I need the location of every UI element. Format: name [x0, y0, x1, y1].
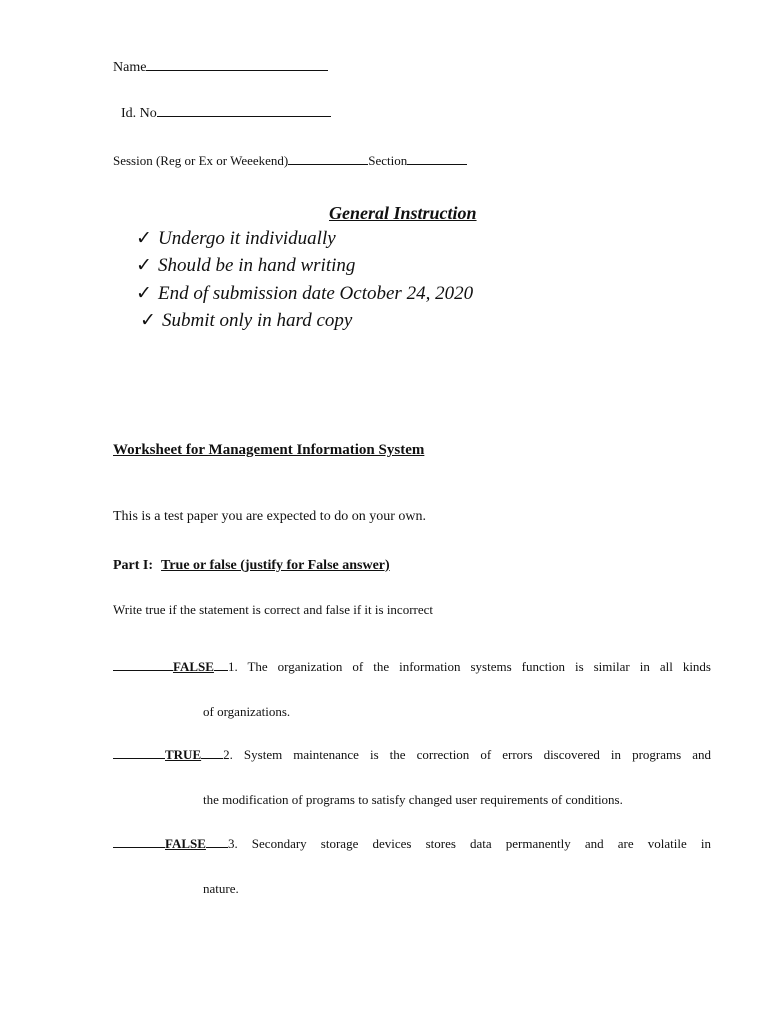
- section-label: Section: [368, 153, 408, 168]
- instruction-text: Undergo it individually: [158, 228, 336, 249]
- answer-blank: [113, 758, 165, 759]
- question-1: [113, 659, 711, 675]
- instruction-item: [136, 282, 473, 305]
- answer-blank: [214, 670, 228, 671]
- question-text: 3. Secondary storage devices stores data permanently and are volatile in: [227, 836, 711, 851]
- answer-blank: [206, 847, 228, 848]
- section-blank: [407, 164, 467, 165]
- id-blank: [157, 116, 331, 117]
- name-label: Name: [113, 60, 147, 75]
- question-line: [113, 659, 711, 675]
- question-line: [113, 747, 711, 763]
- part1-instruction: Write true if the statement is correct and false if it is incorrect: [113, 602, 434, 617]
- session-field: [113, 153, 467, 169]
- answer-value: FALSE: [165, 836, 206, 851]
- checkmark-icon: ✓: [136, 255, 152, 276]
- instruction-text: End of submission date October 24, 2020: [158, 283, 474, 304]
- answer-value: TRUE: [165, 747, 202, 762]
- id-field: [121, 106, 331, 122]
- instructions-heading: General Instruction: [329, 203, 477, 223]
- instruction-item: [136, 227, 336, 250]
- checkmark-icon: ✓: [136, 283, 152, 304]
- instruction-text: Should be in hand writing: [158, 255, 356, 276]
- session-label: Session (Reg or Ex or Weeekend): [113, 153, 289, 168]
- worksheet-intro: This is a test paper you are expected to do on your own.: [113, 509, 426, 524]
- instruction-text: Submit only in hard copy: [162, 310, 353, 331]
- instruction-item: [140, 309, 352, 332]
- question-continuation: of organizations.: [203, 704, 291, 719]
- question-line: [113, 836, 711, 852]
- answer-blank: [201, 758, 223, 759]
- name-blank: [146, 70, 328, 71]
- part1-heading: [113, 556, 390, 574]
- question-text: 2. System maintenance is the correction of errors discovered in programs and: [223, 747, 711, 762]
- question-2: [113, 747, 711, 763]
- instruction-item: [136, 254, 355, 277]
- checkmark-icon: ✓: [136, 228, 152, 249]
- id-label: Id. No: [121, 106, 157, 121]
- name-field: [113, 60, 328, 76]
- question-continuation: nature.: [203, 881, 239, 896]
- answer-value: FALSE: [173, 659, 214, 674]
- session-blank: [288, 164, 368, 165]
- part1-title: True or false (justify for False answer): [161, 558, 390, 573]
- part1-label: Part I:: [113, 558, 154, 573]
- answer-blank: [113, 847, 165, 848]
- checkmark-icon: ✓: [140, 310, 156, 331]
- question-continuation: the modification of programs to satisfy changed user requirements of conditions.: [203, 792, 623, 807]
- worksheet-title: Worksheet for Management Information System: [113, 442, 425, 458]
- answer-blank: [113, 670, 173, 671]
- question-text: 1. The organization of the information systems function is similar in all kinds: [227, 659, 711, 674]
- question-3: [113, 836, 711, 852]
